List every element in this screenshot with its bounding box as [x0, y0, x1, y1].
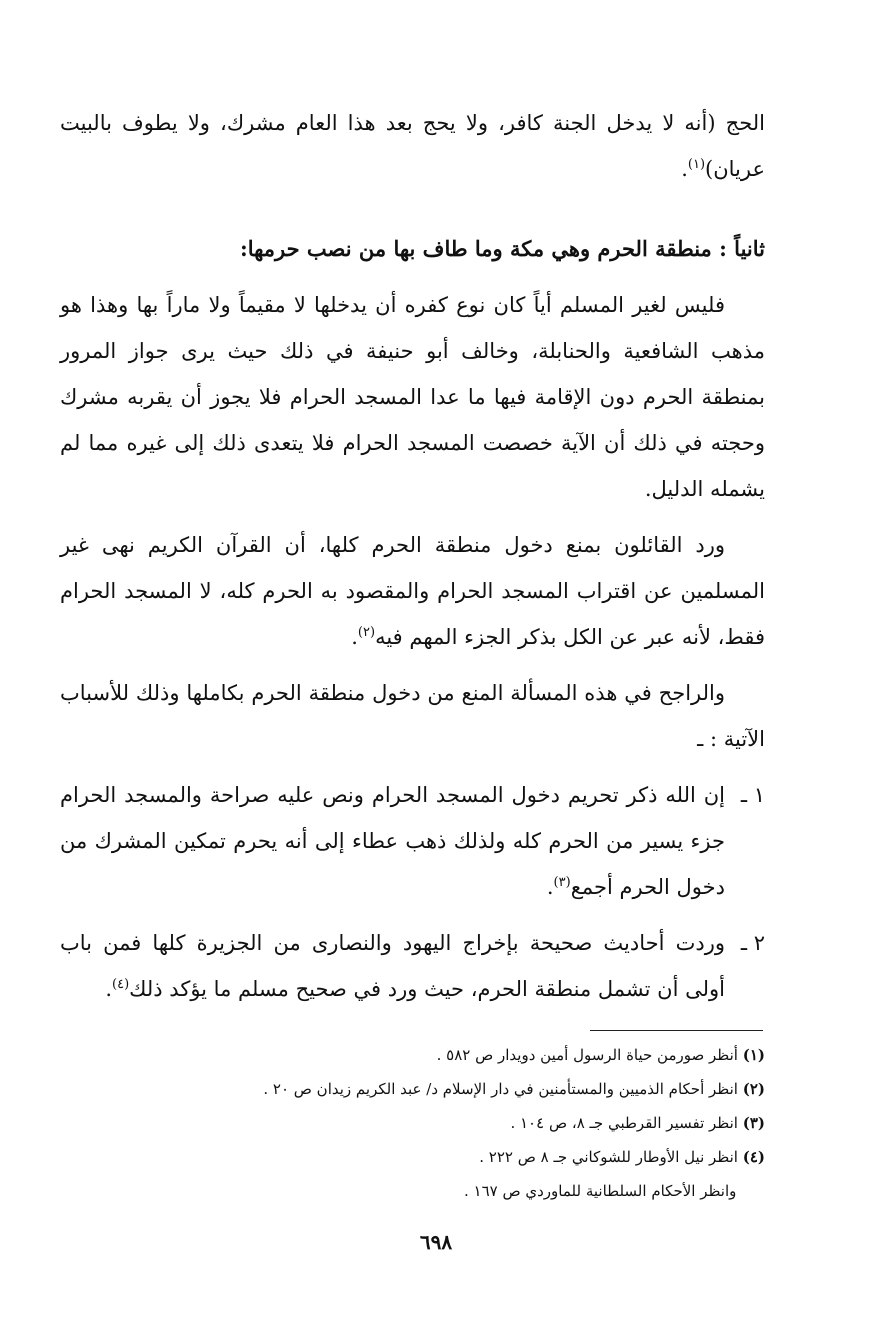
- footnote-text: أنظر صورمن حياة الرسول أمين دويدار ص ٥٨٢ .: [436, 1046, 738, 1064]
- list-item-tail: .: [105, 977, 113, 1001]
- list-item: [60, 920, 765, 1012]
- list-item-body: إن الله ذكر تحريم دخول المسجد الحرام ونص عليه صراحة والمسجد الحرام جزء يسير من الحرم كله ولذلك ذهب عطاء إلى أنه يحرم تمكين المشرك من دخول الحرم أجمع: [60, 783, 725, 899]
- section-heading: ثانياً : منطقة الحرم وهي مكة وما طاف بها من نصب حرمها:: [239, 236, 765, 261]
- list-item-number: ١ ـ: [740, 783, 765, 807]
- footnote-text: وانظر الأحكام السلطانية للماوردي ص ١٦٧ .: [464, 1182, 737, 1200]
- footnote-divider: [590, 1030, 763, 1031]
- footnote-number: (٢): [742, 1080, 765, 1098]
- footnote-ref-3: (٣): [553, 875, 571, 890]
- list-item-body: وردت أحاديث صحيحة بإخراج اليهود والنصارى من الجزيرة كلها فمن باب أولى أن تشمل منطقة الحرم، حيث ورد في صحيح مسلم ما يؤكد ذلك: [60, 931, 725, 1001]
- footnote-text: انظر تفسير القرطبي جـ ٨، ص ١٠٤ .: [510, 1114, 738, 1132]
- page-number: ٦٩٨: [419, 1230, 453, 1254]
- opening-paragraph: [60, 100, 765, 192]
- list-item-text: [60, 772, 725, 910]
- paragraph-2-text: ورد القائلون بمنع دخول منطقة الحرم كلها، أن القرآن الكريم نهى غير المسلمين عن اقتراب المسجد الحرام والمقصود به الحرم كله، لا المسجد الحرام فقط، لأنه عبر عن الكل بذكر الجزء المهم فيه: [60, 533, 765, 649]
- paragraph-3: والراجح في هذه المسألة المنع من دخول منطقة الحرم بكاملها وذلك للأسباب الآتية : ـ: [60, 681, 765, 751]
- paragraph-2: [60, 522, 765, 660]
- footnote-ref-1: (١): [687, 157, 706, 172]
- footnotes: [140, 1038, 765, 1208]
- footnote-number: (٣): [742, 1114, 765, 1132]
- spacer: [60, 192, 765, 226]
- footnote-ref-4: (٤): [112, 977, 130, 992]
- spacer: [60, 910, 765, 920]
- spacer: [60, 762, 765, 772]
- footnote-4-continued: [140, 1174, 765, 1208]
- footnote-3: [140, 1106, 765, 1140]
- list-item: [60, 772, 765, 910]
- list-item-tail: .: [546, 875, 554, 899]
- paragraph-1: فليس لغير المسلم أياً كان نوع كفره أن يدخلها لا مقيماً ولا ماراً بها وهذا هو مذهب الشافعية والحنابلة، وخالف أبو حنيفة في ذلك حيث يرى جواز المرور بمنطقة الحرم دون الإقامة فيها ما عدا المسجد الحرام فلا يجوز أن يقربه مشرك وحجته في ذلك أن الآية خصصت المسجد الحرام فلا يتعدى ذلك إلى غيره مما لم يشمله الدليل.: [60, 293, 765, 501]
- spacer: [60, 512, 765, 522]
- opening-tail: .: [681, 157, 688, 181]
- opening-text: الحج (أنه لا يدخل الجنة كافر، ولا يحج بعد هذا العام مشرك، ولا يطوف بالبيت عريان): [60, 111, 765, 181]
- spacer: [60, 660, 765, 670]
- list-item-text: [60, 920, 725, 1012]
- spacer: [60, 272, 765, 282]
- list-item-number: ٢ ـ: [740, 931, 765, 955]
- footnote-number: (٤): [742, 1148, 765, 1166]
- footnote-number: (١): [742, 1046, 765, 1064]
- page-body: [60, 100, 765, 1012]
- footnote-4: [140, 1140, 765, 1174]
- footnote-text: انظر أحكام الذميين والمستأمنين في دار الإسلام د/ عبد الكريم زيدان ص ٢٠ .: [263, 1080, 738, 1098]
- footnote-text: انظر نيل الأوطار للشوكاني جـ ٨ ص ٢٢٢ .: [479, 1148, 738, 1166]
- footnote-1: [140, 1038, 765, 1072]
- footnote-ref-2: (٢): [357, 625, 376, 640]
- paragraph-2-tail: .: [351, 625, 358, 649]
- footnote-2: [140, 1072, 765, 1106]
